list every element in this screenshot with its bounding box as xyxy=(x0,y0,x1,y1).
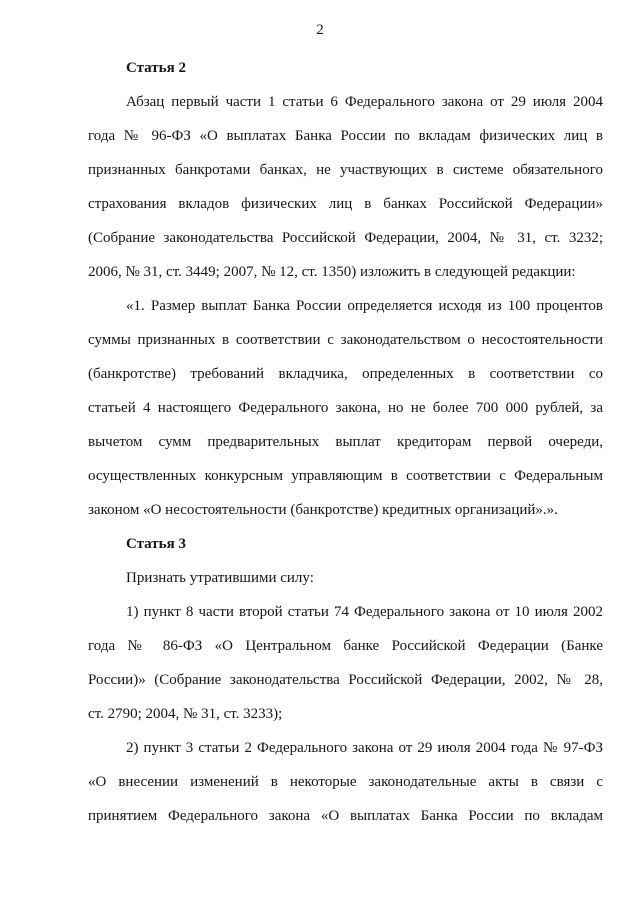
paragraph xyxy=(88,561,603,595)
text-line: принятием Федерального закона «О выплатах Банка России по вкладам xyxy=(88,808,603,824)
text-line: статьей 4 настоящего Федерального закона, но не более 700 000 рублей, за xyxy=(88,400,603,416)
text-line: 1) пункт 8 части второй статьи 74 Федерального закона от 10 июля 2002 xyxy=(126,604,603,620)
paragraph xyxy=(88,731,603,833)
text-line: Признать утратившими силу: xyxy=(126,570,314,586)
text-line: (банкротстве) требований вкладчика, определенных в соответствии со xyxy=(88,366,603,382)
text-line: суммы признанных в соответствии с законодательством о несостоятельности xyxy=(88,332,603,348)
text-line: страхования вкладов физических лиц в банках Российской Федерации» xyxy=(88,196,603,212)
paragraph xyxy=(88,85,603,289)
paragraph xyxy=(88,289,603,527)
text-line: «О внесении изменений в некоторые законодательные акты в связи с xyxy=(88,774,603,790)
text-line: осуществленных конкурсным управляющим в соответствии с Федеральным xyxy=(88,468,603,484)
text-line: Статья 2 xyxy=(126,60,186,76)
text-line: законом «О несостоятельности (банкротстве) кредитных организаций».». xyxy=(88,502,558,518)
article-heading xyxy=(88,527,603,561)
text-line: 2) пункт 3 статьи 2 Федерального закона от 29 июля 2004 года № 97-ФЗ xyxy=(126,740,603,756)
article-heading xyxy=(88,51,603,85)
text-line: года № 86-ФЗ «О Центральном банке Российской Федерации (Банке xyxy=(88,638,603,654)
text-line: Статья 3 xyxy=(126,536,186,552)
text-line: ст. 2790; 2004, № 31, ст. 3233); xyxy=(88,706,283,722)
page-number: 2 xyxy=(316,22,324,38)
text-line: Абзац первый части 1 статьи 6 Федерального закона от 29 июля 2004 xyxy=(126,94,603,110)
paragraph xyxy=(88,595,603,731)
text-line: года № 96-ФЗ «О выплатах Банка России по вкладам физических лиц в xyxy=(88,128,603,144)
text-line: 2006, № 31, ст. 3449; 2007, № 12, ст. 1350) изложить в следующей редакции: xyxy=(88,264,576,280)
text-line: (Собрание законодательства Российской Федерации, 2004, № 31, ст. 3232; xyxy=(88,230,603,246)
text-line: России)» (Собрание законодательства Российской Федерации, 2002, № 28, xyxy=(88,672,603,688)
text-line: «1. Размер выплат Банка России определяется исходя из 100 процентов xyxy=(126,298,603,314)
document-content xyxy=(88,51,603,833)
text-line: вычетом сумм предварительных выплат кредиторам первой очереди, xyxy=(88,434,603,450)
text-line: признанных банкротами банках, не участвующих в системе обязательного xyxy=(88,162,603,178)
